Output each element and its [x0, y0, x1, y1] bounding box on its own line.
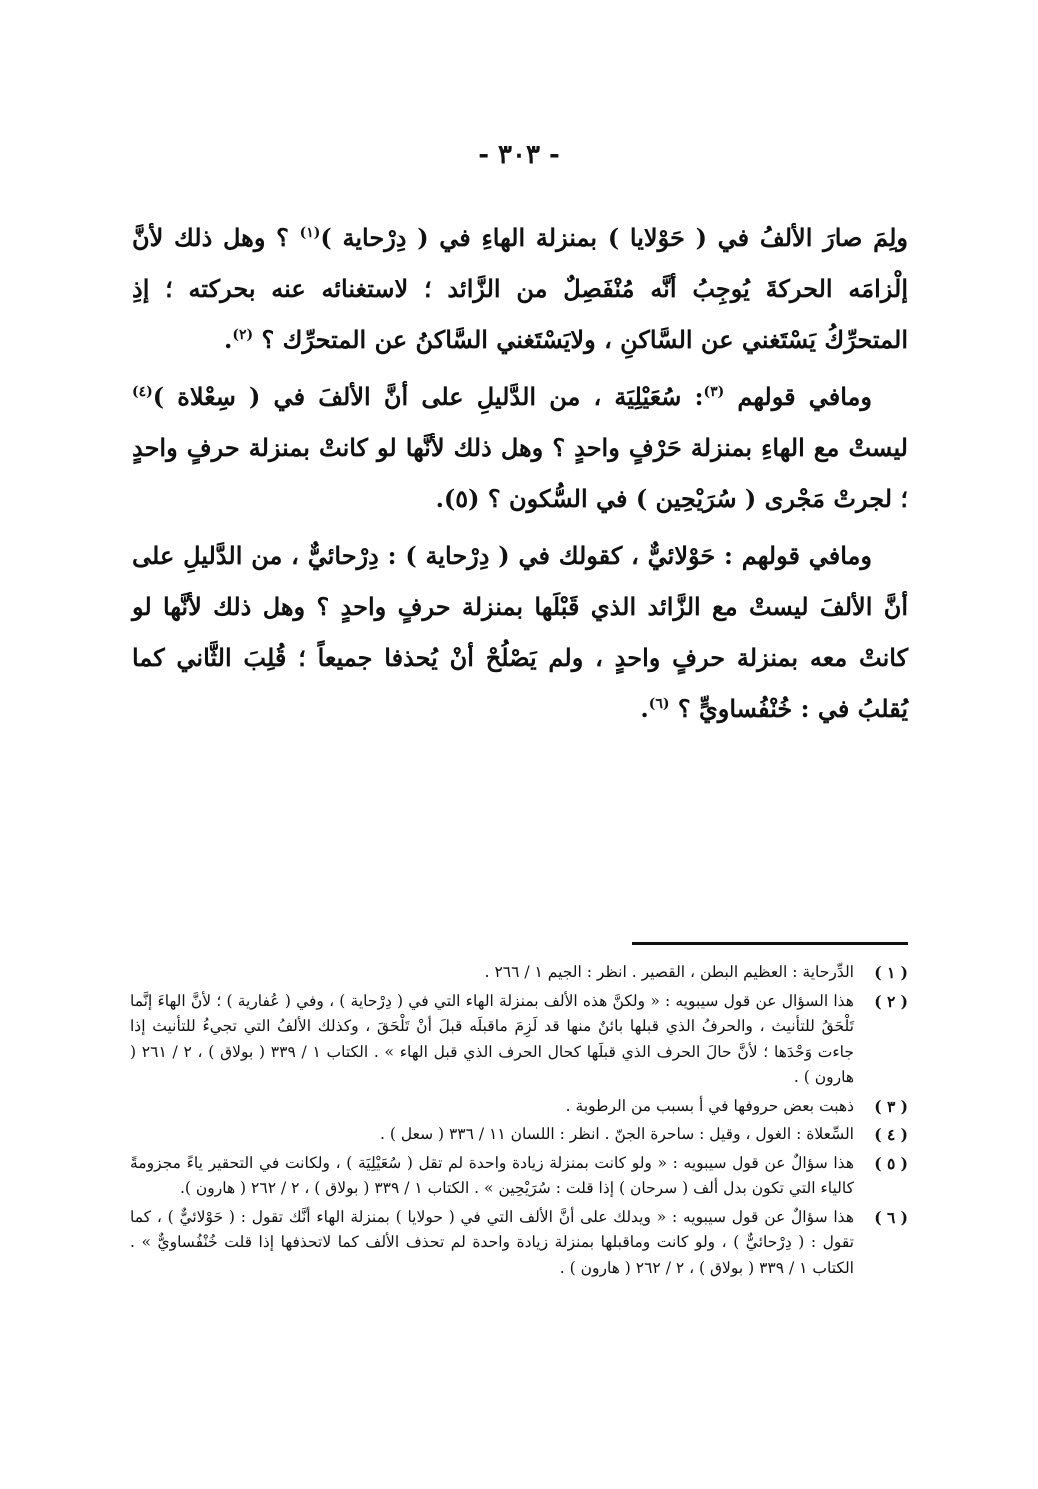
footnote-number: ( ٣ )	[874, 1096, 908, 1116]
paragraph-1	[132, 212, 908, 365]
paragraph-text: ليستْ مع الهاءِ بمنزلة حَرْفٍ واحدٍ ؟ وهل ذلك لأنَّها لو كانتْ بمنزلة حرفٍ واحدٍ ؛ لجرتْ مَجْرى ( سُرَيْحِين ) في السُّكون ؟ (٥).	[132, 433, 908, 513]
footnote-marker: (٤)	[132, 384, 153, 400]
footnote-number: ( ٢ )	[874, 991, 908, 1011]
footnote-number: ( ٦ )	[874, 1207, 908, 1227]
paragraph-text: .	[224, 325, 233, 354]
footnote-marker: (٦)	[648, 696, 670, 712]
paragraph-text: ومافي قولهم	[724, 382, 872, 411]
footnote-divider	[632, 942, 908, 945]
footnote-number: ( ٤ )	[874, 1125, 908, 1144]
paragraph-text: .	[640, 694, 649, 723]
paragraph-3	[132, 530, 908, 734]
footnote-text: هذا سؤالٌ عن قول سيبويه : « ويدلك على أنَّ الألف التي في ( حولايا ) بمنزلة الهاء أنَّك تقول : ( حَوْلائيٌّ ) ، كما تقول : ( دِرْحائيٌّ ) ، ولو كانت وماقبلها بمنزلة زيادة واحدة لم تحذف الألف كما لاتحذفها إذا قلت خُنْفُساويٌّ » . الكتاب ١ / ٣٣٩ ( بولاق ) ، ٢ / ٢٦٢ ( هارون ) .	[130, 1207, 854, 1277]
footnote-number: ( ٥ )	[874, 1153, 908, 1173]
footnote-item	[130, 1122, 908, 1148]
footnote-number: ( ١ )	[874, 963, 908, 982]
footnote-item	[130, 989, 908, 1091]
footnotes	[130, 960, 908, 1284]
footnote-marker: (٢)	[232, 327, 254, 343]
footnote-marker: (٣)	[703, 384, 725, 400]
footnote-text: ذهبت بعض حروفها في أ بسبب من الرطوبة .	[565, 1096, 854, 1115]
footnote-text: هذا سؤالٌ عن قول سيبويه : « ولو كانت بمنزلة زيادة واحدة لم تقل ( سُعَيْلِيَة ) ، ولكانت في التحقير ياءً مجزومةً كالياء التي تكون بدل ألف ( سرحان ) إذا قلت : سُرَيْحِين » . الكتاب ١ / ٣٣٩ ( بولاق ) ، ٢ / ٢٦٢ ( هارون ).	[130, 1153, 854, 1197]
footnote-item	[130, 1205, 908, 1282]
page-number: - ٣٠٣ -	[478, 140, 560, 170]
footnote-item	[130, 960, 908, 986]
paragraph-text: ولِمَ صارَ الألفُ في ( حَوْلايا ) بمنزلة الهاءِ في ( دِرْحاية )	[320, 223, 908, 252]
footnote-text: الدِّرحاية : العظيم البطن ، القصير . انظر : الجيم ١ / ٢٦٦ .	[484, 963, 854, 981]
footnote-text: السِّعلاة : الغول ، وقيل : ساحرة الجنّ . انظر : اللسان ١١ / ٣٣٦ ( سعل ) .	[380, 1125, 854, 1143]
paragraph-text: : سُعَيْلِيَة ، من الدَّليلِ على أنَّ الألفَ في ( سِعْلاة )	[152, 382, 704, 411]
footnote-text: هذا السؤال عن قول سيبويه : « ولكنَّ هذه الألف بمنزلة الهاء التي في ( دِرْحاية ) ، وفي ( عُفارية ) ؛ لأنَّ الهاءَ إنَّما تَلْحَقُ للتأنيث ، والحرفُ الذي قبلها بائنٌ منها قد لَزِمَ ماقبلَه قبلَ أنْ تَلْحَقَ ، وكذلك الألفُ التي تجيءُ للتأنيث إذا جاءت وَحْدَها ؛ لأنَّ حالَ الحرف الذي قبلَها كحال الحرف الذي قبل الهاء » . الكتاب ١ / ٣٣٩ ( بولاق ) ، ٢ / ٢٦١ ( هارون ) .	[130, 991, 854, 1086]
paragraph-2	[132, 371, 908, 524]
footnote-item	[130, 1151, 908, 1202]
paragraph-text: ؟ وهل ذلك لأنَّ إلْزامَه الحركةَ يُوجِبُ أنَّه مُنْفَصِلٌ من الزَّائد ؛ لاستغنائه عنه بحركته ؛ إذِ المتحرِّكُ يَسْتَغني عن السَّاكنِ ، ولايَسْتَغني السَّاكنُ عن المتحرِّك ؟	[132, 223, 908, 354]
main-text	[132, 212, 908, 740]
footnote-item	[130, 1094, 908, 1120]
paragraph-text: ومافي قولهم : حَوْلائيٌّ ، كقولك في ( دِرْحاية ) : دِرْحائيٌّ ، من الدَّليلِ على أنَّ الألفَ ليستْ مع الزَّائد الذي قَبْلَها بمنزلة حرفٍ واحدٍ ؟ وهل ذلك لأنَّها لو كانتْ معه بمنزلة حرفٍ واحدٍ ، ولم يَصْلُحْ أنْ يُحذفا جميعاً ؛ قُلِبَ الثَّاني كما يُقلبُ في : خُنْفُساويٍّ ؟	[132, 541, 908, 723]
footnote-marker: (١)	[299, 225, 321, 241]
